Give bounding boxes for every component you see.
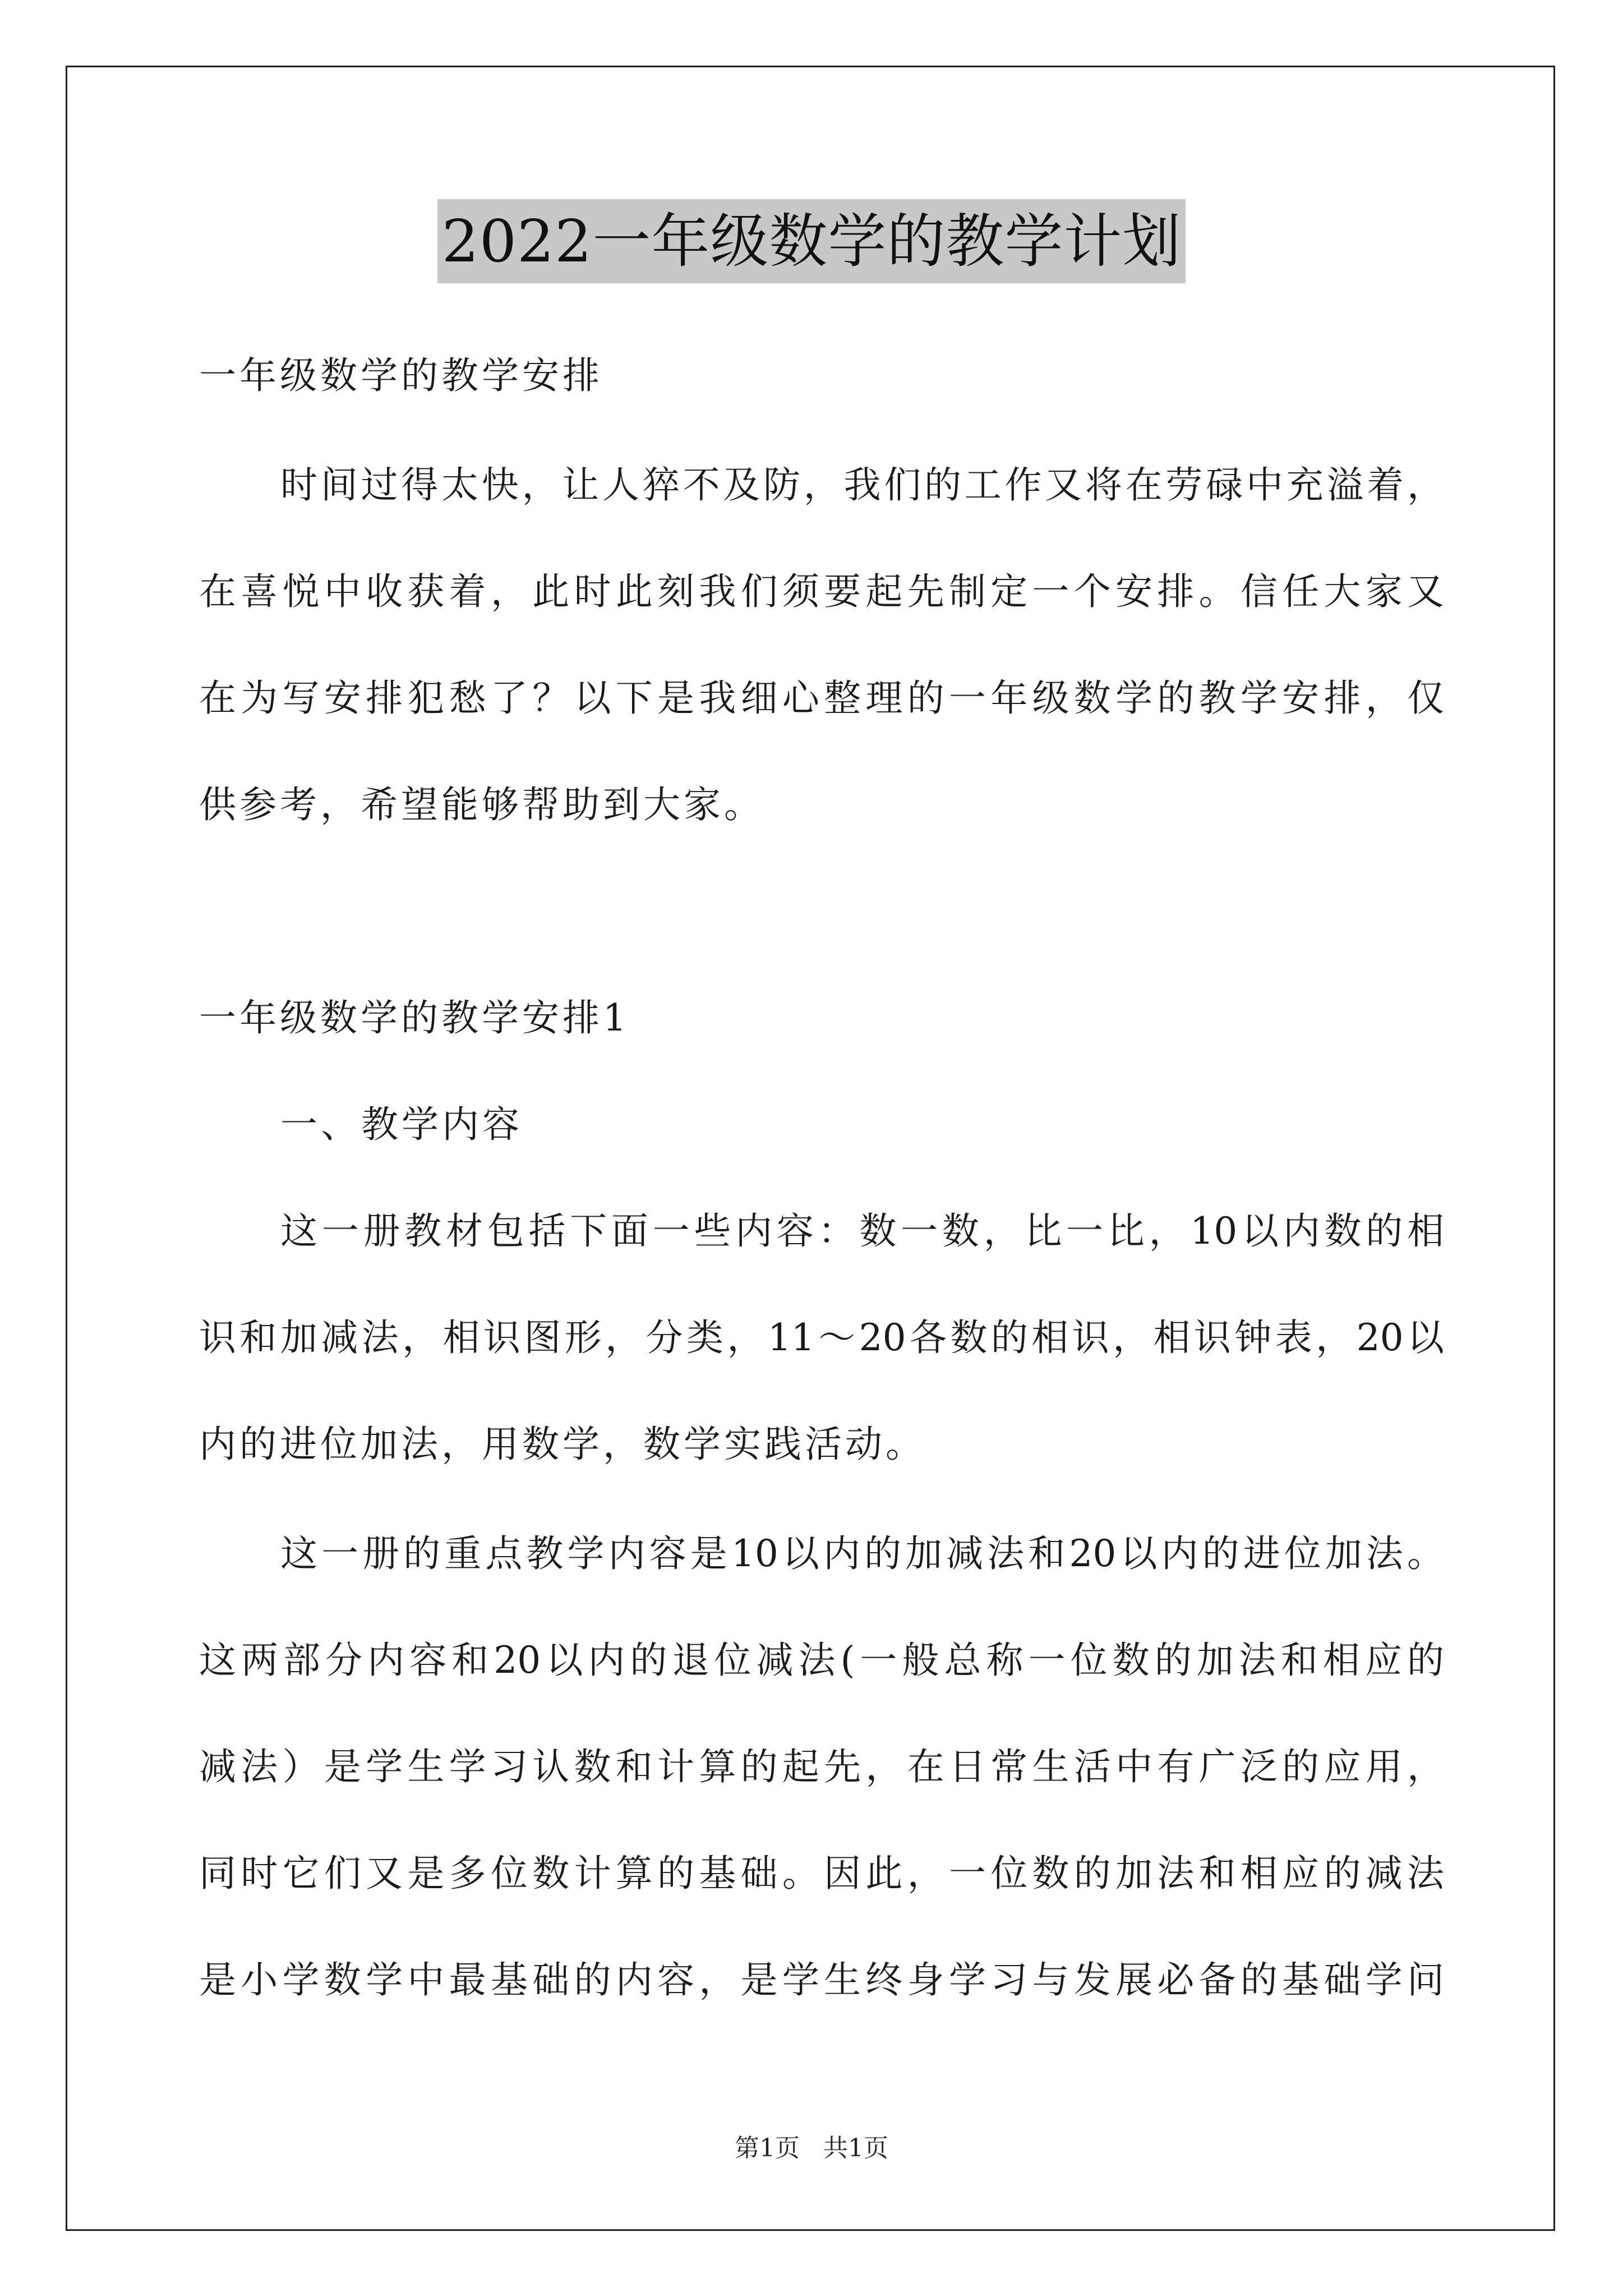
paragraph-line: 这一册教材包括下面一些内容：数一数，比一比，10以内数的相	[280, 1209, 1444, 1253]
page-footer	[0, 2132, 1623, 2165]
paragraph-line: 这一册的重点教学内容是10以内的加减法和20以内的进位加法。	[280, 1532, 1444, 1575]
section-heading: 一年级数学的教学安排1	[199, 996, 630, 1039]
page-number: 第1页	[735, 2134, 800, 2162]
section-heading: 一年级数学的教学安排	[199, 354, 603, 397]
paragraph-line: 这两部分内容和20以内的退位减法(一般总称一位数的加法和相应的	[199, 1639, 1444, 1682]
subsection-heading: 一、教学内容	[280, 1103, 523, 1146]
paragraph-line: 内的进位加法，用数学，数学实践活动。	[199, 1423, 926, 1466]
paragraph-line: 在喜悦中收获着，此时此刻我们须要起先制定一个安排。信任大家又	[199, 570, 1444, 613]
paragraph-line: 减法）是学生学习认数和计算的起先，在日常生活中有广泛的应用，	[199, 1745, 1444, 1788]
paragraph-line: 在为写安排犯愁了？以下是我细心整理的一年级数学的教学安排，仅	[199, 677, 1444, 720]
paragraph-line: 同时它们又是多位数计算的基础。因此，一位数的加法和相应的减法	[199, 1852, 1444, 1895]
paragraph-line: 时间过得太快，让人猝不及防，我们的工作又将在劳碌中充溢着，	[280, 463, 1444, 507]
paragraph-line: 是小学数学中最基础的内容，是学生终身学习与发展必备的基础学问	[199, 1958, 1444, 2001]
title-container	[0, 199, 1623, 283]
paragraph-line: 供参考，希望能够帮助到大家。	[199, 783, 764, 826]
document-title: 2022一年级数学的教学计划	[437, 199, 1186, 283]
paragraph-line: 识和加减法，相识图形，分类，11～20各数的相识，相识钟表，20以	[199, 1316, 1444, 1359]
page-total: 共1页	[823, 2134, 888, 2162]
